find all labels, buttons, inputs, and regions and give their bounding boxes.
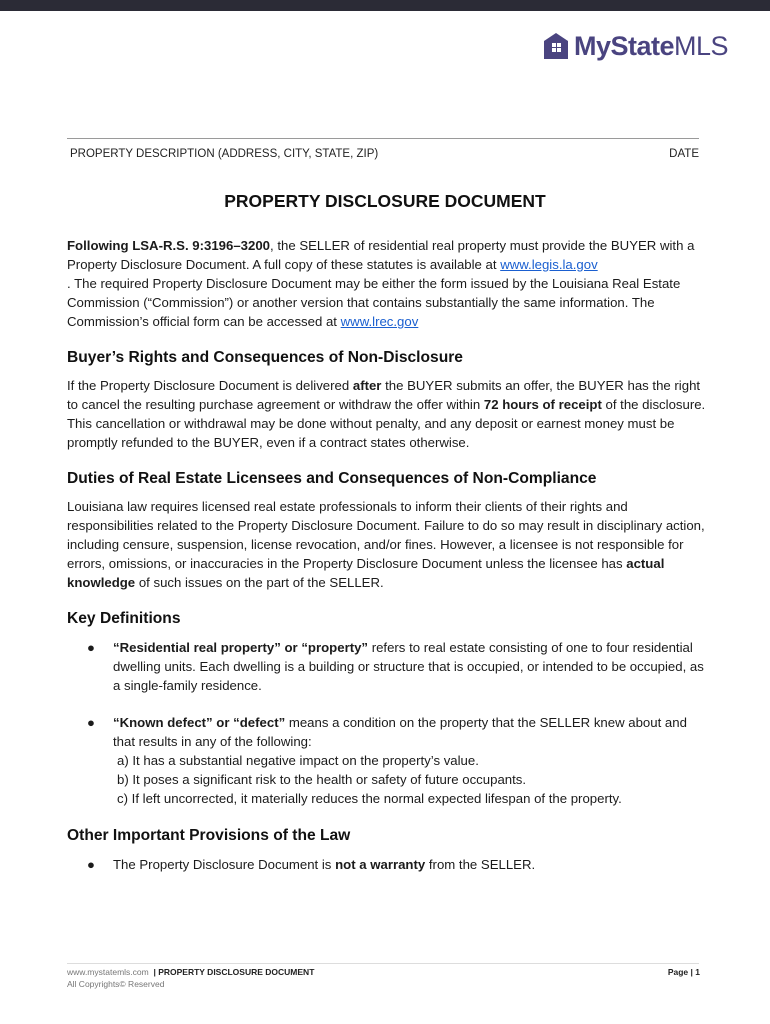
document-body xyxy=(67,236,707,874)
page-number: Page | 1 xyxy=(667,967,700,977)
bullet-icon: ● xyxy=(87,857,95,872)
footer-info: www.mystatemls.com | PROPERTY DISCLOSURE DOCUMENT All Copyrights© Reserved xyxy=(67,967,315,989)
brand-name: MyStateMLS xyxy=(574,31,729,61)
bullet-icon: ● xyxy=(87,715,95,730)
sub-item: b) It poses a significant risk to the health or safety of future occupants. xyxy=(117,772,527,787)
top-dark-bar xyxy=(0,0,770,11)
property-description-line xyxy=(67,138,699,139)
brand-logo xyxy=(543,30,728,62)
definitions-heading: Key Definitions xyxy=(67,610,181,627)
duties-paragraph: Louisiana law requires licensed real estate professionals to inform their clients of their rights and responsibilities related to the Property Disclosure Document. Failure to do so may result in disciplinary action, including censure, suspension, license revocation, and/or fines. However, a licensee is not responsible for errors, omissions, or inaccuracies in the Property Disclosure Document unless the licensee has actual knowledge of such issues on the part of the SELLER. xyxy=(67,499,705,590)
list-item: ● “Residential real property” or “property” refers to real estate consisting of one to four residential dwelling units. Each dwelling is a building or structure that is occupied, or intended to be occupied, as a single-family residence. xyxy=(87,640,704,693)
list-item: ● “Known defect” or “defect” means a condition on the property that the SELLER knew about and that results in any of the following: a) It has a substantial negative impact on the property’s value. b) It poses a significant risk to the health or safety of future occupants. c) If left uncorrected, it materially reduces the normal expected lifespan of the property. xyxy=(67,713,707,808)
provisions-list xyxy=(67,855,707,874)
buyers-rights-heading: Buyer’s Rights and Consequences of Non-Disclosure xyxy=(67,349,463,366)
legis-link[interactable]: www.legis.la.gov xyxy=(500,257,598,272)
provisions-heading: Other Important Provisions of the Law xyxy=(67,827,351,844)
date-label: DATE xyxy=(669,148,699,160)
intro-paragraph: Following LSA-R.S. 9:3196–3200, the SELLER of residential real property must provide the BUYER with a Property Disclosure Document. A full copy of these statutes is available at www.legis.la.gov . The required Property Disclosure Document may be either the form issued by the Louisiana Real Estate Commission (“Commission”) or another version that contains substantially the same information. The Commission’s official form can be accessed at www.lrec.gov xyxy=(67,238,695,329)
list-item: ● The Property Disclosure Document is not a warranty from the SELLER. xyxy=(87,857,536,872)
duties-heading: Duties of Real Estate Licensees and Consequences of Non-Compliance xyxy=(67,470,597,487)
document-title: PROPERTY DISCLOSURE DOCUMENT xyxy=(224,191,546,211)
lrec-link[interactable]: www.lrec.gov xyxy=(340,314,419,329)
footer-doc-name: PROPERTY DISCLOSURE DOCUMENT xyxy=(158,967,315,977)
buyers-rights-paragraph: If the Property Disclosure Document is delivered after the BUYER submits an offer, the BUYER has the right to cancel the resulting purchase agreement or withdraw the offer within 72 hours of receipt of the disclosure. This cancellation or withdrawal may be done without penalty, and any deposit or earnest money must be promptly refunded to the BUYER, even if a contract states otherwise. xyxy=(67,378,706,450)
sub-item: c) If left uncorrected, it materially reduces the normal expected lifespan of the property. xyxy=(117,791,622,806)
property-description-label: PROPERTY DESCRIPTION (ADDRESS, CITY, STATE, ZIP) xyxy=(70,148,379,160)
definitions-list xyxy=(67,638,707,808)
sub-item: a) It has a substantial negative impact on the property’s value. xyxy=(117,753,479,768)
footer-copyright: All Copyrights© Reserved xyxy=(67,978,165,989)
bullet-icon: ● xyxy=(87,640,95,655)
footer-site: www.mystatemls.com xyxy=(67,967,149,977)
footer-divider xyxy=(67,963,699,964)
house-icon xyxy=(543,32,569,60)
